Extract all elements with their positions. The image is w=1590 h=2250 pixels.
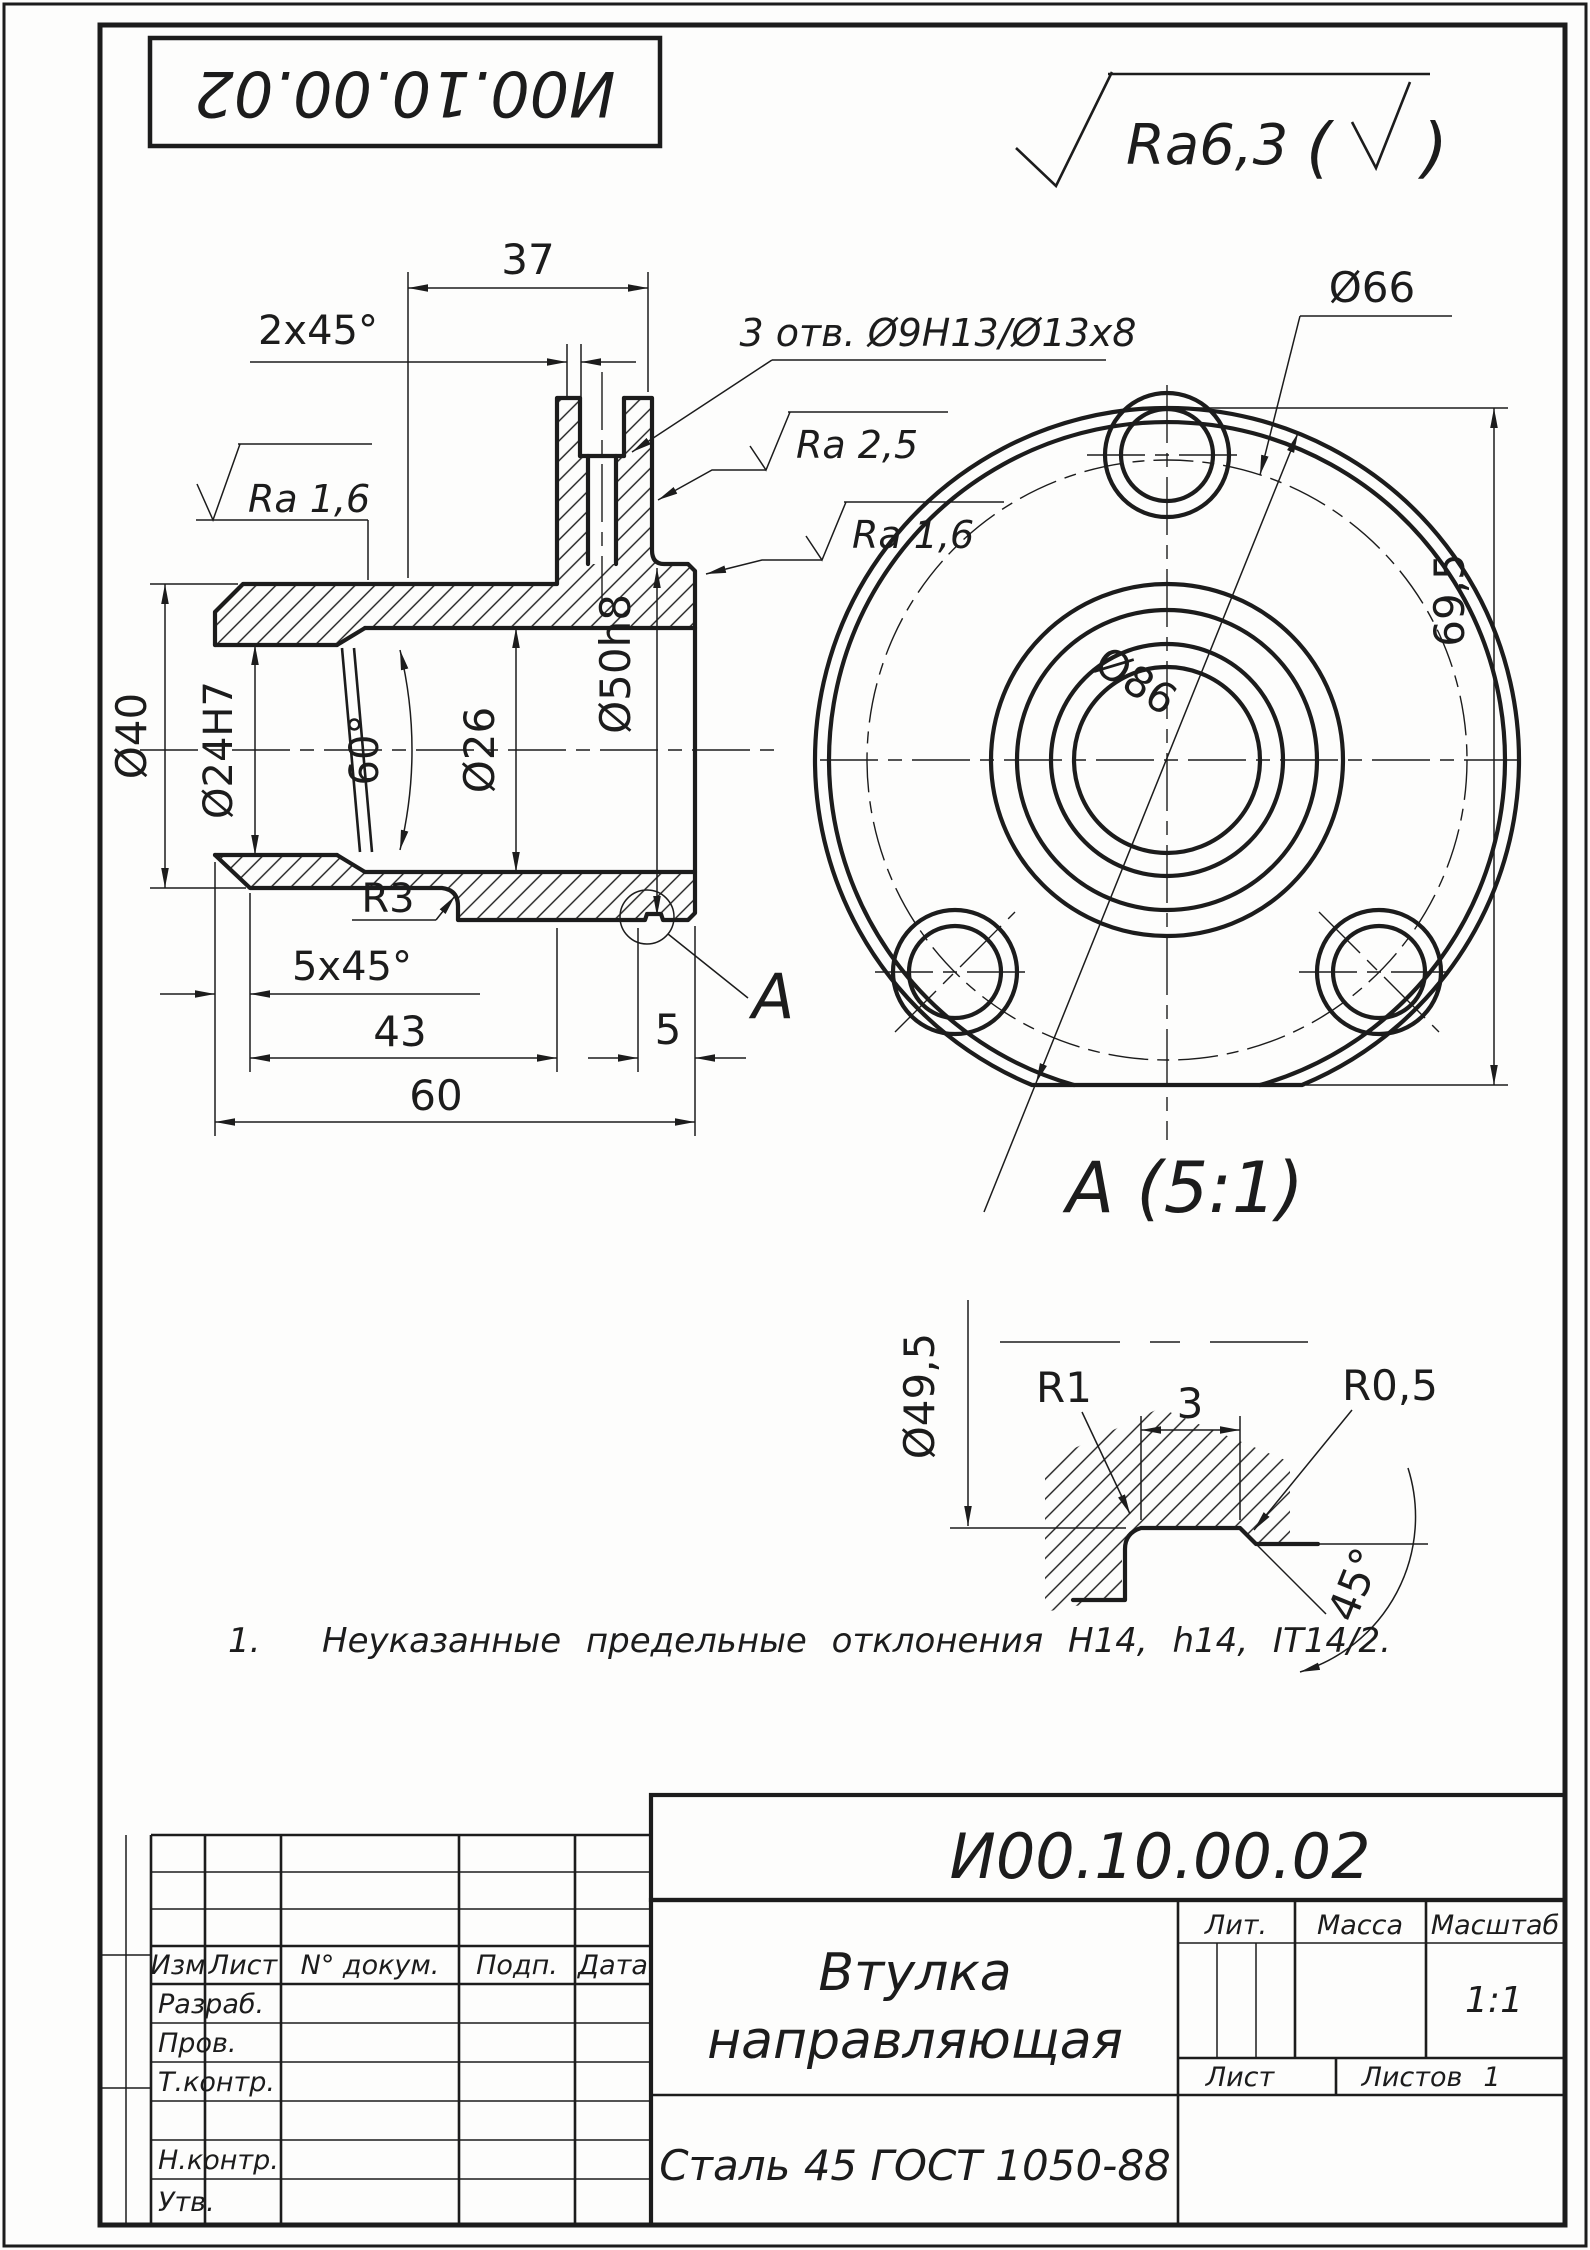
doc-number: И00.10.00.02	[949, 1820, 1371, 1893]
ra16r-label: Ra 1,6	[852, 513, 975, 557]
dim-d40: Ø40	[107, 692, 156, 780]
row-razrab: Разраб.	[158, 1989, 265, 2020]
header-masshtab: Масштаб	[1430, 1910, 1560, 1941]
roughness-ra16-right	[706, 502, 1004, 574]
note-text: Неуказанные предельные отклонения H14, h14, IT14/2.	[322, 1621, 1391, 1661]
header-data: Дата	[578, 1950, 648, 1981]
header-izm: Изм	[150, 1950, 206, 1981]
dim-d66: Ø66	[1328, 263, 1416, 312]
material: Сталь 45 ГОСТ 1050-88	[659, 2141, 1171, 2190]
roughness-ra25	[658, 412, 948, 500]
detail-title: А (5:1)	[1066, 1147, 1304, 1229]
holes-callout: 3 отв. Ø9H13/Ø13x8	[739, 311, 1137, 355]
header-ndoc: N° докум.	[300, 1950, 440, 1981]
dim-r0-5: R0,5	[1342, 1361, 1438, 1410]
header-lit: Лит.	[1204, 1910, 1268, 1941]
row-tkontr: Т.контр.	[158, 2067, 276, 2098]
notes	[228, 1621, 1391, 1661]
dim-69-5: 69,5	[1425, 553, 1474, 647]
dim-45deg: 45°	[1317, 1540, 1392, 1629]
paren-open: (	[1306, 109, 1332, 186]
dim-5: 5	[654, 1005, 682, 1054]
dim-chamfer-5x45: 5x45°	[291, 944, 413, 990]
scale-value: 1:1	[1465, 1980, 1523, 2021]
general-roughness	[1016, 72, 1448, 186]
dim-d49-5: Ø49,5	[895, 1332, 944, 1460]
dim-3: 3	[1176, 1379, 1204, 1428]
detail-view-a	[895, 1147, 1438, 1672]
ra16l-label: Ra 1,6	[248, 477, 371, 521]
sheets-label: Листов	[1361, 2062, 1463, 2093]
header-massa: Масса	[1316, 1910, 1404, 1941]
sheets-value: 1	[1483, 2062, 1501, 2093]
bolt-hole-left	[875, 910, 1035, 1034]
front-view	[815, 263, 1520, 1212]
title-block	[100, 1795, 1565, 2225]
roughness-value: Ra6,3	[1126, 113, 1289, 178]
stamp-number: И00.10.00.02	[194, 57, 616, 130]
section-view	[107, 235, 1136, 1136]
dim-d26: Ø26	[455, 706, 504, 794]
part-name-line2: направляющая	[707, 2011, 1123, 2071]
sheet-label: Лист	[1205, 2062, 1275, 2093]
dim-60: 60	[409, 1071, 463, 1120]
part-name-line1: Втулка	[818, 1943, 1012, 2003]
roughness-ra16-left	[196, 444, 372, 580]
dim-d24h7: Ø24H7	[196, 681, 242, 819]
row-utv: Утв.	[158, 2187, 215, 2218]
header-list: Лист	[208, 1950, 278, 1981]
note-number: 1.	[228, 1621, 261, 1661]
paren-close: )	[1422, 109, 1448, 186]
dim-d86: Ø86	[1086, 636, 1186, 725]
dim-d50h8: Ø50h8	[591, 594, 640, 734]
row-prov: Пров.	[158, 2028, 237, 2059]
bolt-hole-right	[1299, 910, 1459, 1034]
dim-r3: R3	[361, 876, 415, 922]
ra25-label: Ra 2,5	[796, 423, 919, 467]
detail-a-mark: А	[752, 960, 795, 1033]
dim-43: 43	[373, 1007, 427, 1056]
dim-37: 37	[501, 235, 555, 284]
dim-chamfer-2x45: 2x45°	[257, 308, 379, 354]
row-nkontr: Н.контр.	[158, 2145, 279, 2176]
dim-angle60: 60°	[342, 714, 388, 786]
top-stamp	[150, 38, 660, 146]
dim-r1: R1	[1036, 1363, 1092, 1412]
header-podp: Подп.	[476, 1950, 558, 1981]
